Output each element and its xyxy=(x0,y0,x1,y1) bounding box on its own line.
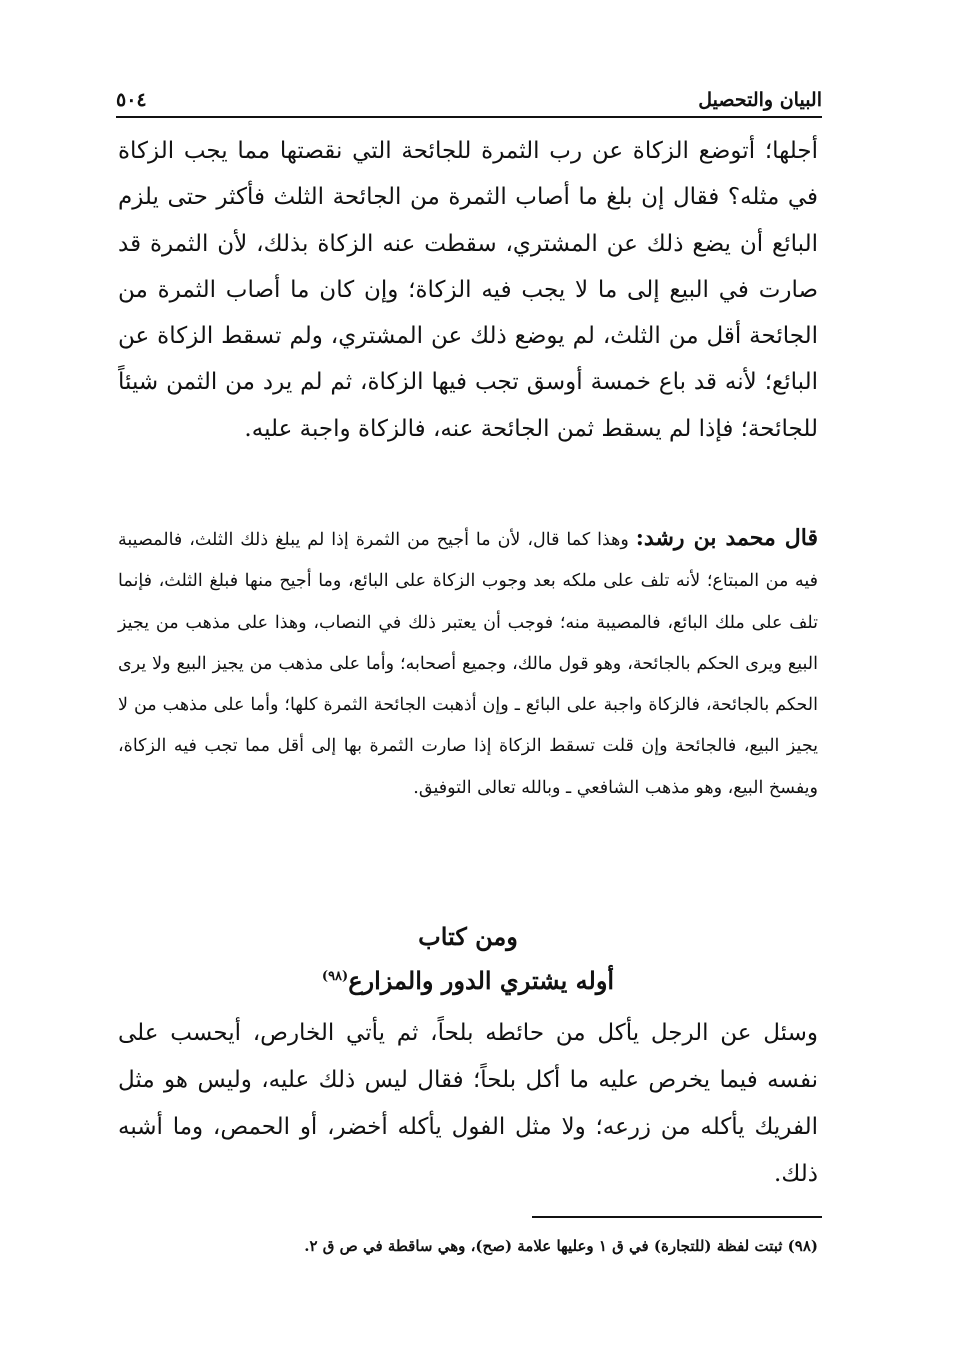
footnote-reference: (٩٨) xyxy=(321,969,349,984)
paragraph-commentary xyxy=(118,518,818,809)
commentary-lead: قال محمد بن رشد: xyxy=(635,525,818,551)
paragraph-second-question: وسئل عن الرجل يأكل من حائطه بلحاً، ثم يأتي الخارص، أيحسب على نفسه فيما يخرص عليه ما أكل بلحاً؛ فقال ليس ذلك عليه، وليس هو مثل الفريك يأكله من زرعه؛ ولا مثل الفول يأكله أخضر، أو الحمص، وما أشبه ذلك. xyxy=(118,1020,818,1187)
page-number: ٥٠٤ xyxy=(116,89,147,111)
section-heading-line-2 xyxy=(118,966,818,995)
footnote-divider xyxy=(532,1216,822,1218)
commentary-text: وهذا كما قال، لأن ما أجيح من الثمرة إذا لم يبلغ ذلك الثلث، فالمصيبة فيه من المبتاع؛ لأنه تلف على ملكه بعد وجوب الزكاة على البائع، وما أجيح منها فبلغ الثلث، فإنما تلف على ملك البائع، فالمصيبة منه؛ فوجب أن يعتبر ذلك في النصاب، وهذا على مذهب من يجيز البيع ويرى الحكم بالجائحة، وهو قول مالك، وجميع أصحابه؛ وأما على مذهب من يجيز البيع ولا يرى الحكم بالجائحة، فالزكاة واجبة على البائع ـ وإن أذهبت الجائحة الثمرة كلها؛ وأما على مذهب من لا يجيز البيع، فالجائحة وإن قلت تسقط الزكاة إذا صارت الثمرة بها إلى أقل مما تجب فيه الزكاة، ويفسخ البيع، وهو مذهب الشافعي ـ وبالله تعالى التوفيق. xyxy=(118,530,818,798)
footnote: (٩٨) ثبتت لفظة (للتجارة) في ق ١ وعليها علامة (صح)، وهي ساقطة في ص ق ٢. xyxy=(304,1237,818,1255)
book-title: البيان والتحصيل xyxy=(698,89,822,111)
running-header xyxy=(116,84,822,118)
section-title: أوله يشتري الدور والمزارع xyxy=(348,966,615,995)
paragraph-question: أجلها؛ أتوضع الزكاة عن رب الثمرة للجائحة التي نقصتها مما يجب الزكاة في مثله؟ فقال إن بلغ ما أصاب الثمرة من الجائحة الثلث فأكثر حتى يلزم البائع أن يضع ذلك عن المشتري، سقطت عنه الزكاة بذلك، لأن الثمرة قد صارت في البيع إلى ما لا يجب فيه الزكاة؛ وإن كان ما أصاب الثمرة من الجائحة أقل من الثلث، لم يوضع ذلك عن المشتري، ولم تسقط الزكاة عن البائع؛ لأنه قد باع خمسة أوسق تجب فيها الزكاة، ثم لم يرد من الثمن شيئاً للجائحة؛ فإذا لم يسقط ثمن الجائحة عنه، فالزكاة واجبة عليه. xyxy=(118,138,818,442)
section-heading-line-1: ومن كتاب xyxy=(418,922,518,951)
